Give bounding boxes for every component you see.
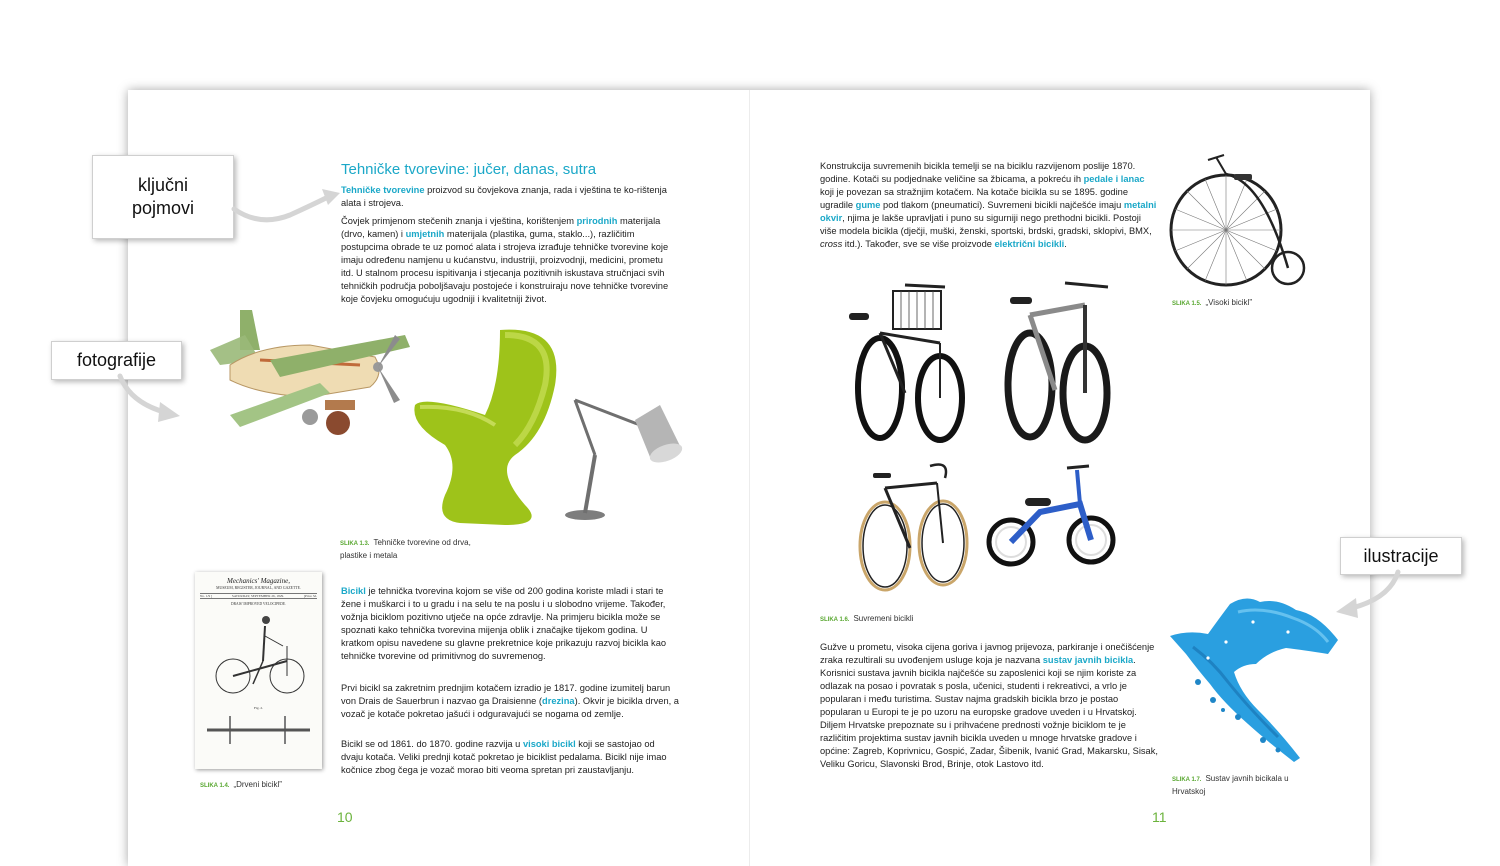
figure-label: SLIKA 1.4.	[200, 783, 230, 789]
figure-caption-1-3	[340, 537, 480, 561]
figure-label: SLIKA 1.6.	[820, 617, 850, 623]
text-run: proizvod su čovjekova znanja, rada i vještina te ko-rištenja alata i strojeva.	[341, 185, 667, 208]
magazine-article-title: DRAIS' IMPROVED VELOCIPEDE.	[231, 602, 286, 606]
caption-text: „Visoki bicikl”	[1205, 298, 1252, 307]
keyword: Tehničke tvorevine	[341, 185, 425, 195]
text-run: . Korisnici sustava javnih bicikla najčešće su zaposlenici koji se njim koriste za odlazak na posao i povratak s posla, učenici, studenti i rekreativci, a vrlo je popularan i među turistima. Sustav najma gradskih bicikla brzo je postao popularan u Europi te je po uzoru na europske gradove uveden i u Hrvatskoj. Diljem Hrvatske prepoznate su i prihvaćene prednosti vožnje biciklom te je različitim projektima sustav javnih bicikla uveden u mnoge hrvatske gradove i općine: Zagreb, Koprivnicu, Gospić, Zadar, Šibenik, Ivanić Grad, Makarsku, Sisak, Veliku Goricu, Slavonski Brod, Brinje, otok Lastovo itd.	[820, 655, 1158, 769]
paragraph-high-wheel	[341, 738, 679, 777]
caption-text: Tehničke tvorevine od drva, plastike i metala	[340, 538, 471, 560]
arrow-photos-icon	[112, 372, 184, 424]
paragraph-draisienne	[341, 682, 679, 721]
paragraph-materials	[341, 215, 676, 306]
text-run: koji je povezan sa stražnjim kotačem. Na kotače bicikla su se 1895. godine ugradile	[820, 187, 1128, 210]
keyword: metalni okvir	[820, 200, 1157, 223]
arrow-illustrations-icon	[1330, 568, 1410, 620]
figure-marker: Fig. 2.	[253, 706, 264, 710]
callout-illustrations: ilustracije	[1340, 537, 1462, 575]
keyword: pedale i lanac	[1083, 174, 1145, 184]
magazine-title: Mechanics' Magazine,	[227, 577, 290, 585]
text-run: .	[1064, 239, 1067, 249]
road-bicycle-image	[855, 458, 975, 598]
draisine-engraving	[195, 606, 322, 701]
text-run: itd.). Također, sve se više proizvode	[842, 239, 995, 249]
italic-run: cross	[820, 239, 843, 249]
text-run: Prvi bicikl sa zakretnim prednjim kotačem izradio je 1817. godine izumitelj barun von Drais de Sauerbrun i nazvao ga Draisienne (	[341, 683, 671, 706]
caption-text: „Drveni bicikl”	[233, 780, 282, 789]
figure-label: SLIKA 1.5.	[1172, 301, 1202, 307]
text-run: Gužve u prometu, visoka cijena goriva i javnog prijevoza, parkiranje i onečišćenje zraka rezultirali su uvođenjem usluge koja je nazvana	[820, 642, 1155, 665]
figure-caption-1-6	[820, 613, 980, 626]
croatia-map-image	[1168, 592, 1340, 764]
figure-label: SLIKA 1.3.	[340, 541, 370, 547]
callout-key-terms: ključni pojmovi	[92, 155, 234, 239]
text-run: je tehnička tvorevina kojom se više od 200 godina koriste mladi i stari te žene i muškarci i to u gradu i na selu te na poslu i u slobodno vrijeme. Također, vožnja biciklom pozitivno utječe na opće zdravlje. Na primjeru bicikla može se spoznati kako tehnička tvorevina mijenja oblik i značajke tijekom godina. U kratkom opisu navedene su glavne prekretnice koje prikazuju razvoj bicikla kao tehničke tvorevine od primitivnog do suvremenog.	[341, 586, 667, 661]
keyword: Bicikl	[341, 586, 366, 596]
page-number-right: 11	[1152, 809, 1167, 825]
text-run: koji se sastojao od dvaju kotača. Veliki prednji kotač pokretao je biciklist pedalama. Bicikl nije imao kočnice zbog čega je vozač morao biti veoma spretan pri zaustavljanju.	[341, 739, 667, 775]
paragraph-public-bikes	[820, 641, 1162, 771]
text-run: , njima je lakše upravljati i puno su sigurniji nego prethodni bicikli. Postoji više modela bicikla (dječji, muški, ženski, sportski, brdski, gradski, sklopivi, BMX,	[820, 213, 1152, 236]
keyword: drezina	[542, 696, 575, 706]
figure-caption-1-5	[1172, 297, 1292, 310]
magazine-price: [Price 3d.	[303, 594, 317, 598]
magazine-subtitle: MUSEUM, REGISTER, JOURNAL, AND GAZETTE.	[216, 586, 301, 590]
caption-text: Sustav javnih bicikala u Hrvatskoj	[1172, 774, 1289, 796]
city-bicycle-image	[845, 273, 970, 443]
arrow-key-terms-icon	[230, 183, 345, 228]
callout-photos: fotografije	[51, 341, 182, 380]
keyword: sustav javnih bicikla	[1042, 655, 1134, 665]
desk-lamp-image	[560, 395, 685, 525]
draisine-frame-engraving	[195, 710, 322, 750]
magazine-issue: No. 1/9 ]	[200, 594, 213, 598]
balance-bike-image	[985, 462, 1120, 572]
high-wheel-bicycle-image	[1168, 152, 1308, 287]
keyword: prirodnih	[576, 216, 618, 226]
keyword: umjetnih	[405, 229, 445, 239]
mountain-bicycle-image	[1000, 275, 1115, 445]
mechanics-magazine-image	[195, 572, 322, 769]
text-run: Konstrukcija suvremenih bicikla temelji se na biciklu razvijenom poslije 1870. godine. Kotači su podjednake veličine sa žbicama, a pokreću ih	[820, 161, 1136, 184]
figure-caption-1-7	[1172, 773, 1302, 797]
page-gutter	[749, 90, 750, 866]
paragraph-modern-bicycle	[820, 160, 1160, 251]
keyword: gume	[855, 200, 881, 210]
intro-paragraph	[341, 184, 676, 210]
text-run: ). Okvir je bicikla drven, a vozač je kotače pokretao jašući i odguravajući se nogama od zemlje.	[341, 696, 679, 719]
keyword: visoki bicikl	[522, 739, 576, 749]
figure-label: SLIKA 1.7.	[1172, 777, 1202, 783]
text-run: materijala (plastika, guma, staklo...), različitim postupcima obrade te uz pomoć alata i strojeva izrađuje tehničke tvorevine koje imaju određenu namjenu u kućanstvu, industriji, proizvodnji, medicini, prometu itd. U stalnom procesu ispitivanja i stjecanja pozitivnih iskustava stručnjaci svih tehničkih područja poboljšavaju postojeće i konstruiraju nove tehničke tvorevine koje čovjeku omogućuju ugodniji i kvalitetniji život.	[341, 229, 669, 304]
text-run: pod tlakom (pneumatici). Suvremeni bicikli najčešće imaju	[880, 200, 1124, 210]
magazine-date: SATURDAY, SEPTEMBER 26, 1829.	[231, 594, 285, 598]
section-heading: Tehničke tvorevine: jučer, danas, sutra	[341, 161, 597, 178]
paragraph-bicycle	[341, 585, 679, 663]
figure-caption-1-4	[200, 779, 350, 792]
keyword: električni bicikli	[994, 239, 1065, 249]
page-number-left: 10	[337, 809, 353, 825]
green-chair-image	[405, 325, 575, 530]
caption-text: Suvremeni bicikli	[853, 614, 914, 623]
wooden-airplane-image	[200, 305, 415, 445]
text-run: materijala (drvo, kamen) i	[341, 216, 661, 239]
text-run: Bicikl se od 1861. do 1870. godine razvija u	[341, 739, 523, 749]
text-run: Čovjek primjenom stečenih znanja i vještina, korištenjem	[341, 216, 577, 226]
